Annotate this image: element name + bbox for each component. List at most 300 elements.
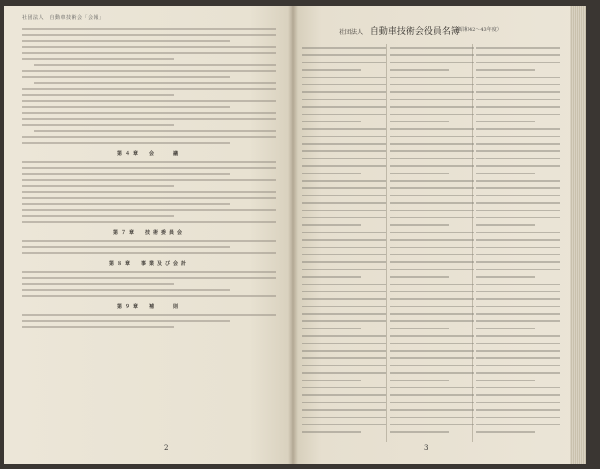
roster-row-text [390,343,474,345]
roster-row [390,354,474,361]
roster-row-text [302,47,386,49]
roster-row-text [476,298,560,300]
roster-row-text [476,350,560,352]
roster-row-text [302,357,386,359]
text-line [22,209,276,211]
roster-row [390,295,474,302]
roster-row [390,177,474,184]
roster-row [476,184,560,191]
roster-row-text [476,180,560,182]
roster-row-text [390,269,474,271]
roster-row [302,184,386,191]
roster-row-text [302,136,386,138]
roster-row [476,221,560,228]
roster-row-text [476,276,535,278]
roster-row-text [476,47,560,49]
roster-row [476,133,560,140]
roster-row [476,199,560,206]
roster-row-text [476,394,560,396]
roster-column [302,44,386,436]
roster-row [302,192,386,199]
roster-row-text [476,128,560,130]
text-line [22,136,276,138]
roster-row-text [390,99,474,101]
roster-row-text [302,387,386,389]
text-line [22,197,276,199]
roster-row-text [302,84,386,86]
roster-row-text [390,54,474,56]
roster-row [302,118,386,125]
roster-row-text [476,114,560,116]
text-line [22,112,276,114]
roster-row [390,317,474,324]
roster-row-text [390,387,474,389]
roster-row-text [476,357,560,359]
roster-row [302,310,386,317]
roster-row [476,414,560,421]
roster-row [390,310,474,317]
roster-row [476,362,560,369]
roster-row [390,192,474,199]
roster-column [476,44,560,436]
text-line [22,179,276,181]
roster-row-text [476,431,535,433]
roster-row-text [390,350,474,352]
roster-row-text [390,143,474,145]
text-line [22,142,230,144]
page-edges [570,6,586,464]
roster-row-text [302,217,386,219]
roster-row [302,369,386,376]
roster-row [302,155,386,162]
right-page-number: 3 [424,444,429,452]
roster-row [390,332,474,339]
roster-row [302,288,386,295]
text-line [22,246,230,248]
roster-row-text [476,173,535,175]
column-divider [386,44,387,442]
roster-row [302,414,386,421]
text-line [22,70,276,72]
text-line [22,221,276,223]
roster-row [302,303,386,310]
roster-row [302,162,386,169]
roster-row-text [302,269,386,271]
roster-row [476,406,560,413]
roster-row-text [390,136,474,138]
text-line [22,94,174,96]
roster-row-text [302,394,386,396]
roster-row-text [476,365,560,367]
roster-row [476,44,560,51]
roster-row-text [390,284,474,286]
roster-row [476,384,560,391]
section-heading: 第９章 補 則 [116,304,181,310]
roster-row [302,236,386,243]
roster-row [390,88,474,95]
roster-row [302,332,386,339]
roster-row [476,236,560,243]
roster-row [476,317,560,324]
roster-row-text [476,424,560,426]
roster-row [476,177,560,184]
roster-row-text [390,313,474,315]
roster-row-text [302,54,386,56]
left-page-number: 2 [164,444,169,452]
roster-row-text [476,328,535,330]
roster-row [302,170,386,177]
text-line [22,76,230,78]
roster-row-text [302,409,386,411]
roster-row [390,170,474,177]
roster-row-text [390,291,474,293]
roster-row [390,391,474,398]
text-line [22,167,276,169]
roster-row-text [476,409,560,411]
roster-row-text [476,84,560,86]
roster-row-text [476,254,560,256]
roster-row-text [390,247,474,249]
text-line [22,277,276,279]
roster-row [302,125,386,132]
text-line [22,271,276,273]
text-line [34,64,276,66]
roster-row-text [476,372,560,374]
roster-row [476,125,560,132]
roster-row [476,96,560,103]
text-line [22,240,276,242]
roster-row [476,421,560,428]
roster-row [476,74,560,81]
left-page-header: 社団法人 自動車技術会「会報」 [22,15,105,21]
roster-row-text [390,158,474,160]
roster-row-text [476,195,560,197]
roster-row-text [390,298,474,300]
text-line [22,173,230,175]
roster-row [390,118,474,125]
roster-row-text [302,254,386,256]
roster-title-text: 自動車技術会役員名簿 [369,27,460,37]
roster-row-text [390,84,474,86]
roster-title [339,24,460,37]
roster-row-text [390,69,449,71]
roster-row-text [476,224,535,226]
text-line [22,40,230,42]
roster-row-text [390,114,474,116]
roster-row [476,147,560,154]
roster-row-text [302,239,386,241]
roster-row [302,347,386,354]
roster-column [390,44,474,436]
roster-row [476,347,560,354]
roster-row [476,251,560,258]
roster-row [302,140,386,147]
roster-row [390,103,474,110]
roster-row-text [390,409,474,411]
roster-row-text [476,99,560,101]
roster-row [390,399,474,406]
roster-row [476,266,560,273]
roster-row [476,288,560,295]
roster-row [302,214,386,221]
text-line [22,283,174,285]
roster-row-text [302,62,386,64]
roster-row-text [302,165,386,167]
roster-row [390,244,474,251]
roster-row [390,221,474,228]
roster-row-text [476,343,560,345]
roster-row-text [476,69,535,71]
roster-row-text [302,320,386,322]
roster-row-text [476,210,560,212]
book-spread [4,6,586,464]
roster-row-text [302,180,386,182]
roster-row-text [390,424,474,426]
roster-row [302,199,386,206]
roster-row-text [476,143,560,145]
roster-row [302,88,386,95]
roster-row [302,399,386,406]
text-line [22,252,276,254]
roster-row-text [302,365,386,367]
roster-row-text [302,424,386,426]
roster-row-text [390,320,474,322]
text-line [22,106,230,108]
roster-row [390,384,474,391]
text-line [22,215,174,217]
roster-row [476,229,560,236]
roster-row [302,391,386,398]
roster-row-text [390,365,474,367]
roster-row-text [302,202,386,204]
text-line [22,185,174,187]
roster-row-text [476,247,560,249]
roster-row-text [476,380,535,382]
roster-row-text [390,394,474,396]
roster-row-text [476,106,560,108]
roster-row [302,103,386,110]
roster-row [390,59,474,66]
text-line [22,191,276,193]
roster-row [302,384,386,391]
roster-row-text [390,165,474,167]
roster-row [390,428,474,435]
roster-row-text [476,291,560,293]
roster-row-text [302,91,386,93]
roster-row-text [390,372,474,374]
roster-row [390,125,474,132]
roster-row [390,44,474,51]
roster-row-text [302,431,361,433]
roster-row-text [390,217,474,219]
roster-row [390,258,474,265]
roster-row-text [302,284,386,286]
roster-row-text [302,173,361,175]
roster-row-text [390,431,449,433]
bylaws-body [22,24,276,332]
roster-row-text [476,202,560,204]
roster-row [390,281,474,288]
roster-row [302,295,386,302]
roster-row-text [476,165,560,167]
roster-row-text [302,150,386,152]
roster-row [302,428,386,435]
roster-row [390,325,474,332]
roster-row [476,103,560,110]
roster-row-text [302,224,361,226]
roster-row-text [302,77,386,79]
roster-row-text [476,91,560,93]
roster-row [390,199,474,206]
text-line [22,58,174,60]
roster-row [390,421,474,428]
roster-row [476,258,560,265]
text-line [22,52,276,54]
roster-row-text [476,335,560,337]
roster-row [476,295,560,302]
roster-row [476,81,560,88]
text-line [22,34,276,36]
roster-row [390,96,474,103]
roster-row-text [302,298,386,300]
roster-row-text [302,306,386,308]
text-line [22,100,276,102]
roster-row [390,133,474,140]
roster-row-text [302,121,361,123]
roster-row-text [390,335,474,337]
roster-row [476,399,560,406]
text-line [34,82,276,84]
roster-row-text [302,195,386,197]
roster-row-text [302,232,386,234]
roster-row-text [390,62,474,64]
roster-row-text [476,158,560,160]
roster-row-text [476,269,560,271]
roster-row [390,273,474,280]
roster-row-text [476,77,560,79]
roster-row-text [390,202,474,204]
roster-row [476,303,560,310]
roster-row [302,421,386,428]
roster-row [390,414,474,421]
roster-row [476,354,560,361]
roster-row-text [390,224,449,226]
roster-row [476,118,560,125]
roster-row-text [302,343,386,345]
roster-row [476,340,560,347]
roster-row [302,362,386,369]
roster-row [476,192,560,199]
roster-row [476,59,560,66]
roster-row-text [390,276,449,278]
roster-row-text [302,261,386,263]
roster-row-text [390,121,449,123]
section-heading: 第４章 会 議 [116,151,181,157]
roster-row [390,111,474,118]
roster-row [302,406,386,413]
roster-row-text [390,357,474,359]
roster-row-text [302,158,386,160]
roster-row [302,251,386,258]
text-line [22,161,276,163]
roster-row-text [476,62,560,64]
roster-row [302,133,386,140]
book-gutter [288,6,298,464]
roster-row-text [476,54,560,56]
roster-row [302,147,386,154]
text-line [22,118,276,120]
roster-row [390,229,474,236]
roster-row [302,74,386,81]
roster-row-text [302,187,386,189]
roster-row-text [302,69,361,71]
roster-row-text [302,276,361,278]
text-line [22,46,276,48]
roster-row-text [390,328,449,330]
text-line [34,130,276,132]
roster-row-text [302,114,386,116]
roster-row [390,236,474,243]
roster-row-text [390,91,474,93]
roster-row [390,288,474,295]
roster-row-text [302,350,386,352]
roster-row [476,51,560,58]
roster-row [476,281,560,288]
roster-row [302,229,386,236]
section-heading: 第７章 技術委員会 [112,230,185,236]
roster-row [476,170,560,177]
roster-row [390,251,474,258]
roster-row [302,266,386,273]
roster-row-text [390,239,474,241]
roster-row [390,369,474,376]
roster-row-text [302,291,386,293]
roster-row [476,207,560,214]
roster-row [476,214,560,221]
roster-row [476,428,560,435]
roster-row-text [302,128,386,130]
roster-row-text [476,187,560,189]
roster-row [390,140,474,147]
roster-row [390,184,474,191]
roster-row-text [302,380,361,382]
roster-row [476,369,560,376]
roster-row [302,59,386,66]
text-line [22,320,230,322]
roster-row-text [476,232,560,234]
roster-row-text [390,47,474,49]
roster-row-text [302,210,386,212]
roster-row [390,377,474,384]
roster-row-text [476,417,560,419]
roster-row [302,177,386,184]
text-line [22,295,276,297]
roster-row [476,66,560,73]
roster-row-text [390,195,474,197]
roster-row [390,303,474,310]
roster-row-text [390,150,474,152]
roster-row [302,244,386,251]
roster-row-text [302,335,386,337]
roster-row-text [302,247,386,249]
roster-row [390,207,474,214]
roster-row [302,44,386,51]
roster-row-text [390,254,474,256]
section-heading: 第８章 事業及び会計 [108,261,189,267]
roster-row-text [476,121,535,123]
roster-row-text [390,187,474,189]
text-line [22,326,174,328]
